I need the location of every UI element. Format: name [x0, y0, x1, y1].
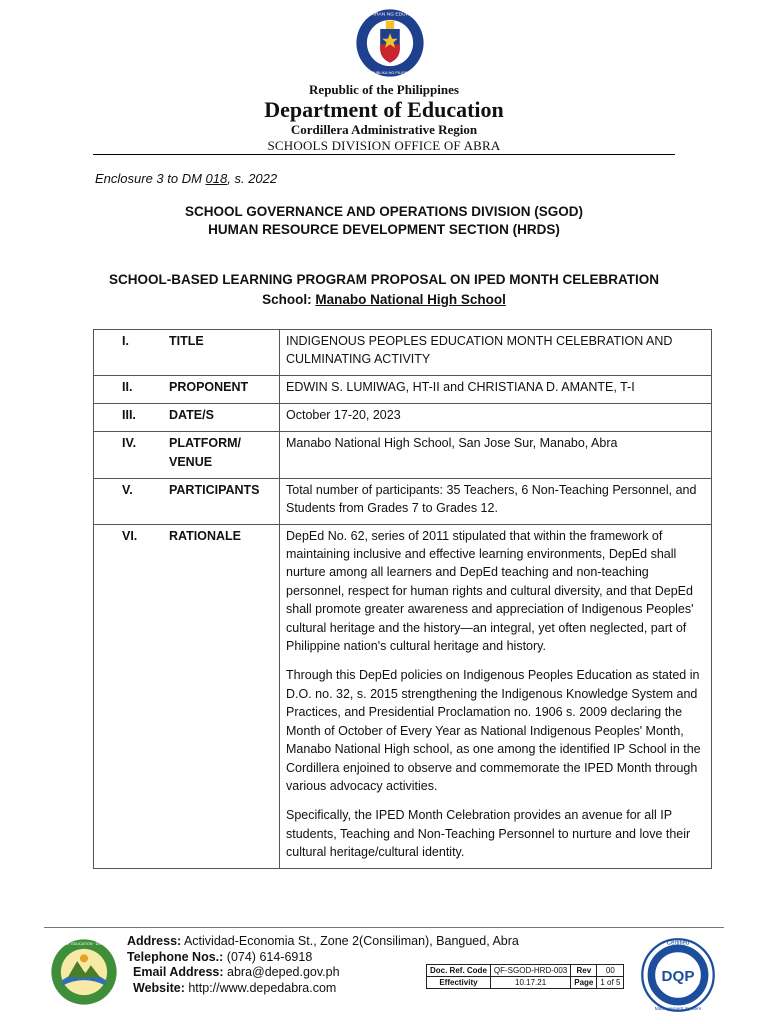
header-region: Cordillera Administrative Region	[290, 122, 478, 137]
school-name: Manabo National High School	[315, 292, 506, 307]
cert-logo-top: Certified	[666, 939, 690, 947]
school-line	[0, 292, 768, 307]
table-row	[94, 403, 712, 431]
table-row	[94, 431, 712, 478]
header-republic: Republic of the Philippines	[309, 82, 459, 97]
row-label: PROPONENT	[169, 379, 249, 394]
row-label-cell	[94, 431, 280, 478]
address-value: Actividad-Economia St., Zone 2(Consiliman), Bangued, Abra	[181, 934, 519, 948]
proposal-table	[93, 329, 712, 869]
address-label: Address:	[127, 934, 182, 948]
table-row	[94, 524, 712, 868]
certified-management-system-logo	[640, 937, 716, 1013]
telephone-line	[127, 950, 519, 966]
website-label: Website:	[133, 980, 185, 995]
row-value: Total number of participants: 35 Teachers, 6 Non-Teaching Personnel, and Students from Grades 7 to Grades 12.	[280, 478, 712, 524]
row-label: PLATFORM/ VENUE	[169, 435, 241, 469]
row-label: PARTICIPANTS	[169, 482, 260, 497]
doc-ref-label: Doc. Ref. Code	[427, 965, 491, 977]
rationale-paragraph: DepEd No. 62, series of 2011 stipulated that within the framework of maintaining inclusive and effective learning environments, DepEd shall nurture among all learners and DepEd teaching and non-teaching personnel, respect for human rights and cultural diversity, and that DepEd shall promote greater awareness and appreciation of Indigenous Peoples' cultural heritage and the history—an integral, yet often neglected, part of Philippine nation's cultural heritage and history.	[286, 528, 694, 654]
telephone-value: (074) 614-6918	[223, 949, 313, 964]
doc-ref-value: QF-SGOD-HRD-003	[490, 965, 570, 977]
address-line	[127, 934, 519, 950]
header-divider	[93, 154, 675, 155]
seal-text-top: KAGAWARAN NG EDUKASYON	[353, 12, 427, 18]
row-value: Manabo National High School, San Jose Sur, Manabo, Abra	[280, 431, 712, 478]
row-label: TITLE	[169, 334, 204, 348]
school-label: School:	[262, 292, 316, 307]
row-value: EDWIN S. LUMIWAG, HT-II and CHRISTIANA D. AMANTE, T-I	[280, 375, 712, 403]
row-label: RATIONALE	[169, 528, 241, 543]
rationale-paragraph: Specifically, the IPED Month Celebration provides an avenue for all IP students, Teaching and Non-Teaching Personnel to nurture and love their cultural heritage/cultural identity.	[286, 808, 691, 860]
seal-text-bottom: REPUBLIKA NG PILIPINAS	[366, 70, 414, 75]
table-row	[94, 478, 712, 524]
email-label: Email Address:	[133, 965, 224, 979]
website-link[interactable]: http://www.depedabra.com	[184, 980, 337, 995]
table-row	[94, 330, 712, 376]
cert-logo-bottom: Management System	[654, 1006, 702, 1012]
cert-logo-mark: DQP	[661, 968, 695, 986]
row-number: II.	[122, 379, 133, 394]
telephone-label: Telephone Nos.:	[127, 949, 224, 964]
row-value: INDIGENOUS PEOPLES EDUCATION MONTH CELEBRATION AND CULMINATING ACTIVITY	[280, 330, 712, 376]
page-label: Page	[571, 977, 597, 989]
row-number: IV.	[122, 435, 137, 450]
row-label-cell	[94, 375, 280, 403]
enclosure-number: 018	[205, 171, 228, 186]
row-value: October 17-20, 2023	[280, 403, 712, 431]
header-department: Department of Education	[264, 97, 504, 122]
row-number: VI.	[122, 528, 138, 543]
email-value: abra@deped.gov.ph	[223, 965, 340, 979]
row-label-cell	[94, 478, 280, 524]
document-reference-table	[426, 964, 624, 989]
rev-value: 00	[597, 965, 624, 977]
row-number: III.	[122, 407, 136, 422]
enclosure-reference	[95, 171, 277, 186]
rationale-cell	[280, 524, 712, 868]
header-division-office: SCHOOLS DIVISION OFFICE OF ABRA	[267, 138, 501, 153]
footer-divider	[44, 927, 724, 928]
proposal-title: SCHOOL-BASED LEARNING PROGRAM PROPOSAL ON IPED MONTH CELEBRATION	[108, 272, 660, 287]
enclosure-prefix: Enclosure 3 to DM	[95, 171, 206, 186]
row-label-cell	[94, 403, 280, 431]
rev-label: Rev	[571, 965, 597, 977]
section-title: HUMAN RESOURCE DEVELOPMENT SECTION (HRDS)	[208, 222, 560, 237]
row-number: V.	[122, 482, 133, 497]
effectivity-value: 10.17.21	[490, 977, 570, 989]
row-number: I.	[122, 334, 129, 348]
table-row	[94, 375, 712, 403]
division-title: SCHOOL GOVERNANCE AND OPERATIONS DIVISION (SGOD)	[184, 204, 584, 219]
rationale-paragraph: Through this DepEd policies on Indigenous Peoples Education as stated in D.O. no. 32, s. 2015 strengthening the Indigenous Knowledge System and Practices, and Presidential Proclamation no. 1906 s. 2009 declaring the Month of October of Every Year as National Indigenous Peoples' Month, Manabo National High school, as one among the identified IP School in the Cordillera enjoined to observe and commemorate the IPED Month through various advocacy activities.	[286, 668, 701, 793]
row-label-cell	[94, 330, 280, 376]
enclosure-suffix: , s. 2022	[227, 171, 278, 186]
sdo-logo-text: DEPARTMENT OF EDUCATION · DIVISION OF ABRA	[39, 941, 129, 946]
page-value: 1 of 5	[597, 977, 624, 989]
row-label: DATE/S	[169, 407, 214, 422]
row-label-cell	[94, 524, 280, 868]
deped-seal-logo	[355, 8, 425, 78]
sdo-abra-logo	[39, 938, 129, 1006]
effectivity-label: Effectivity	[427, 977, 491, 989]
